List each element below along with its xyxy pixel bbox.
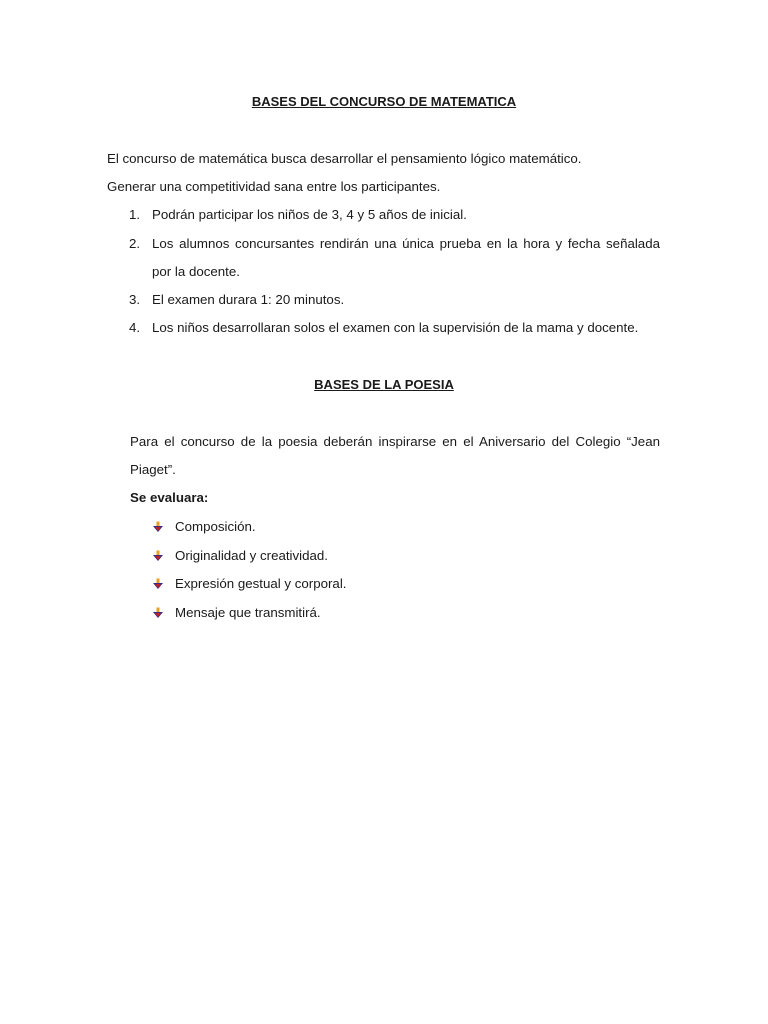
criteria-item: Mensaje que transmitirá. [175,605,321,620]
arrow-down-bullet-icon [152,607,164,619]
arrow-down-bullet-icon [152,521,164,533]
math-intro-line-2: Generar una competitividad sana entre los participantes. [107,179,441,194]
poetry-contest-title: BASES DE LA POESIA [314,377,454,392]
list-item-text: Podrán participar los niños de 3, 4 y 5 años de inicial. [152,207,467,222]
list-item-text: El examen durara 1: 20 minutos. [152,292,345,307]
poetry-paragraph-line-1: Para el concurso de la poesia deberán inspirarse en el Aniversario del Colegio “Jean [130,434,660,449]
list-item-text: Los alumnos concursantes rendirán una única prueba en la hora y fecha señalada [152,236,660,251]
criteria-item: Expresión gestual y corporal. [175,576,347,591]
list-item-number: 2. [129,236,141,251]
list-item-text: Los niños desarrollaran solos el examen con la supervisión de la mama y docente. [152,320,639,335]
math-intro-line-1: El concurso de matemática busca desarrollar el pensamiento lógico matemático. [107,151,582,166]
math-contest-title: BASES DEL CONCURSO DE MATEMATICA [251,94,517,109]
list-item-number: 1. [129,207,141,222]
poetry-paragraph-line-2: Piaget”. [130,462,176,477]
evaluate-label: Se evaluara: [130,490,209,505]
criteria-item: Composición. [175,519,256,534]
list-item-number: 4. [129,320,141,335]
list-item-number: 3. [129,292,141,307]
list-item-text-continuation: por la docente. [152,264,240,279]
criteria-item: Originalidad y creatividad. [175,548,328,563]
arrow-down-bullet-icon [152,578,164,590]
arrow-down-bullet-icon [152,550,164,562]
